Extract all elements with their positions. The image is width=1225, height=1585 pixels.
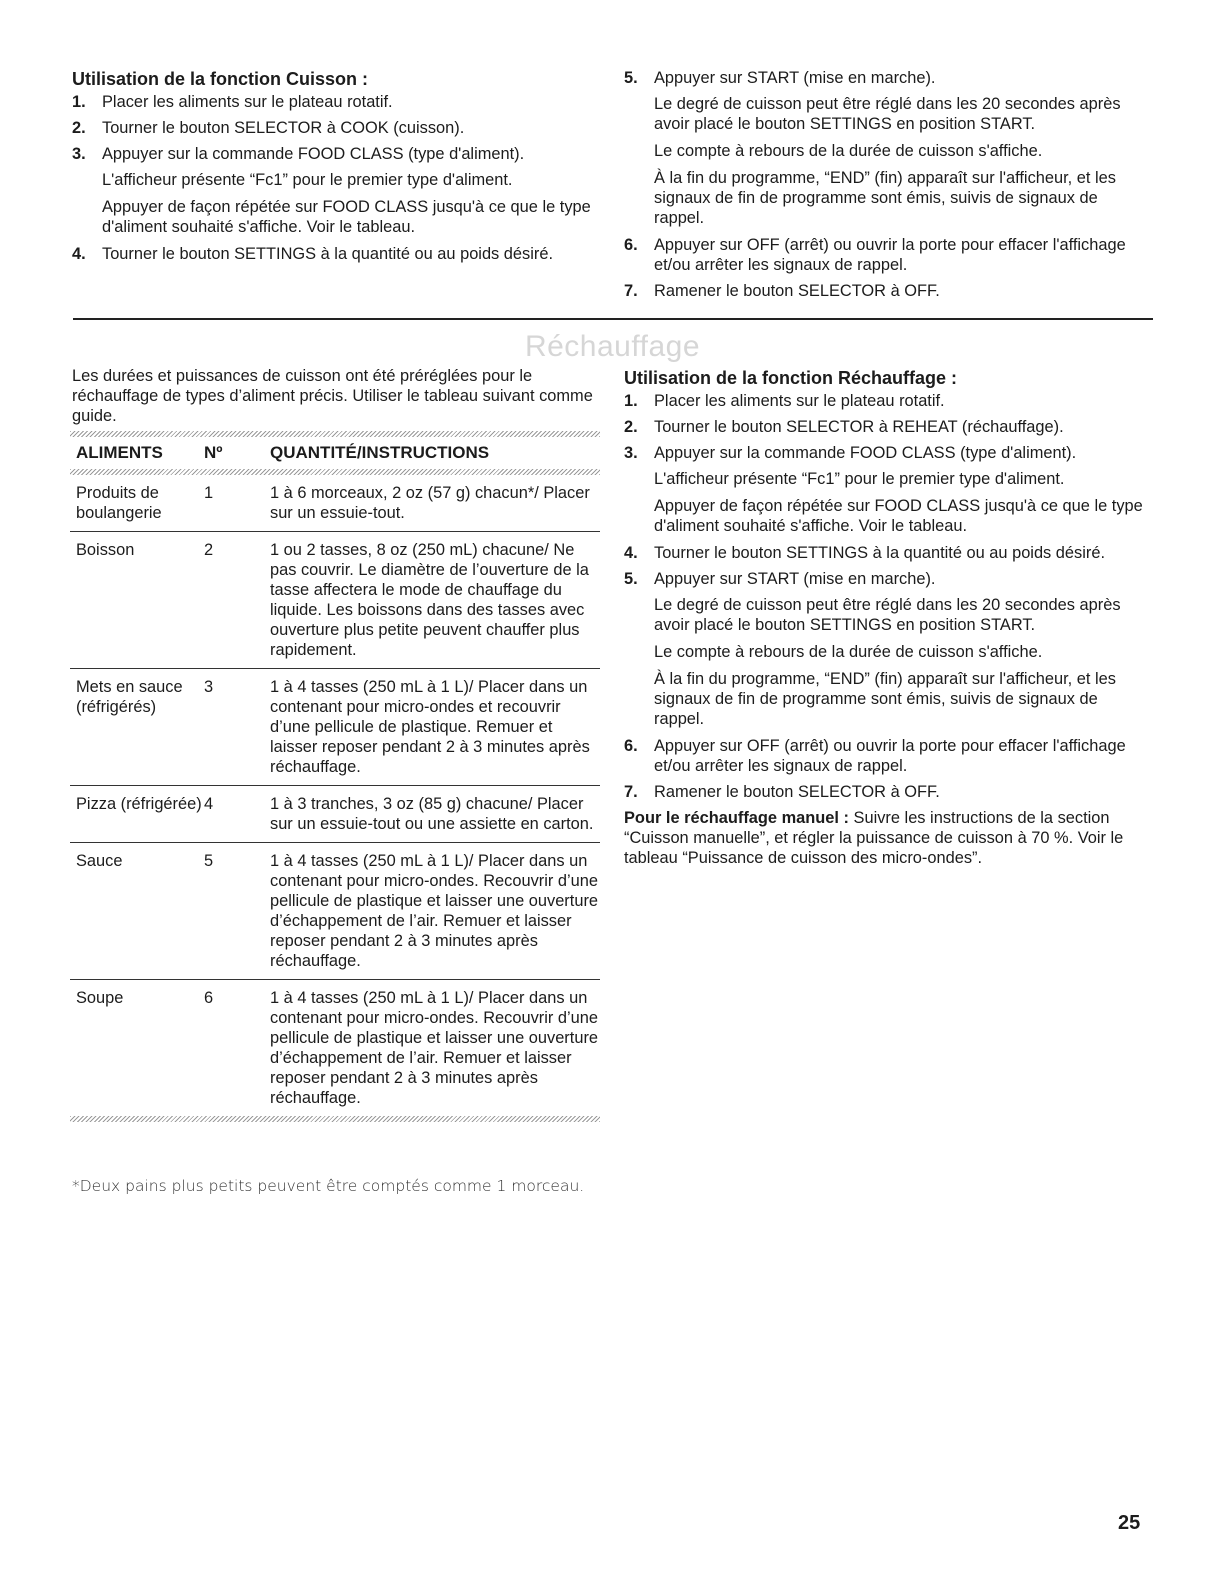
list-item <box>624 281 1144 301</box>
step-text: Tourner le bouton SELECTOR à REHEAT (réchauffage). <box>654 418 1064 436</box>
step-text: Placer les aliments sur le plateau rotatif. <box>102 93 393 111</box>
cell-instructions: 1 à 4 tasses (250 mL à 1 L)/ Placer dans un contenant pour micro-ondes. Recouvrir d’une pellicule de plastique et laisser une ouverture d’échappement de l’air. Remuer et laisser reposer pendant 2 à 3 minutes après réchauffage. <box>270 989 599 1107</box>
step-text: Appuyer sur la commande FOOD CLASS (type d'aliment). <box>654 444 1077 462</box>
step-number: 5. <box>624 570 638 588</box>
list-item <box>624 543 1144 563</box>
step-number: 5. <box>624 69 638 87</box>
table-bottom-border <box>70 1116 600 1122</box>
cook-section-left <box>72 68 602 270</box>
step-note: À la fin du programme, “END” (fin) apparaît sur l'afficheur, et les signaux de fin de programme sont émis, suivis de signaux de rappel. <box>654 670 1116 728</box>
list-item <box>624 782 1144 802</box>
step-text: Appuyer sur OFF (arrêt) ou ouvrir la porte pour effacer l'affichage et/ou arrêter les signaux de rappel. <box>654 737 1126 775</box>
step-number: 1. <box>72 93 86 111</box>
table-row <box>70 786 600 843</box>
list-item <box>624 443 1144 536</box>
header-food: ALIMENTS <box>76 443 163 462</box>
step-text: Ramener le bouton SELECTOR à OFF. <box>654 783 940 801</box>
reheat-steps <box>624 391 1144 802</box>
step-number: 3. <box>72 145 86 163</box>
cell-food: Produits de boulangerie <box>76 484 162 522</box>
cell-food: Sauce <box>76 852 123 870</box>
step-note: L'afficheur présente “Fc1” pour le premier type d'aliment. <box>654 470 1065 488</box>
step-note: Le compte à rebours de la durée de cuisson s'affiche. <box>654 643 1043 661</box>
list-item <box>624 736 1144 776</box>
reheat-heading: Utilisation de la fonction Réchauffage : <box>624 368 958 388</box>
cell-instructions: 1 à 4 tasses (250 mL à 1 L)/ Placer dans un contenant pour micro-ondes et recouvrir d’une pellicule de plastique. Remuer et laisser reposer pendant 2 à 3 minutes après réchauffage. <box>270 678 590 776</box>
step-text: Appuyer sur la commande FOOD CLASS (type d'aliment). <box>102 145 525 163</box>
cook-section-right <box>624 68 1144 307</box>
list-item <box>624 68 1144 228</box>
cook-steps-continued <box>624 68 1144 301</box>
step-note: L'afficheur présente “Fc1” pour le premier type d'aliment. <box>102 171 513 189</box>
cell-instructions: 1 ou 2 tasses, 8 oz (250 mL) chacune/ Ne pas couvrir. Le diamètre de l’ouverture de la tasse affectera le mode de chauffage du liquide. Les boissons dans des tasses avec ouverture plus petite peuvent chauffer plus rapidement. <box>270 541 589 659</box>
list-item <box>624 569 1144 729</box>
cell-instructions: 1 à 6 morceaux, 2 oz (57 g) chacun*/ Placer sur un essuie-tout. <box>270 484 590 522</box>
step-text: Appuyer sur START (mise en marche). <box>654 69 936 87</box>
cell-food: Mets en sauce (réfrigérés) <box>76 678 183 716</box>
manual-reheat-label: Pour le réchauffage manuel : <box>624 809 849 827</box>
list-item <box>72 118 602 138</box>
cell-number: 1 <box>204 484 214 502</box>
cell-instructions: 1 à 4 tasses (250 mL à 1 L)/ Placer dans un contenant pour micro-ondes. Recouvrir d’une pellicule de plastique et laisser une ouverture d’échappement de l’air. Remuer et laisser reposer pendant 2 à 3 minutes après réchauffage. <box>270 852 599 970</box>
list-item <box>72 144 602 237</box>
step-text: Tourner le bouton SETTINGS à la quantité ou au poids désiré. <box>654 544 1106 562</box>
cell-number: 6 <box>204 989 214 1007</box>
cell-number: 5 <box>204 852 214 870</box>
list-item <box>624 235 1144 275</box>
cell-food: Soupe <box>76 989 124 1007</box>
cell-food: Pizza (réfrigérée) <box>76 795 202 813</box>
step-text: Placer les aliments sur le plateau rotatif. <box>654 392 945 410</box>
step-number: 1. <box>624 392 638 410</box>
step-number: 2. <box>72 119 86 137</box>
cell-instructions: 1 à 3 tranches, 3 oz (85 g) chacune/ Placer sur un essuie-tout ou une assiette en carton. <box>270 795 594 833</box>
footnote: *Deux pains plus petits peuvent être comptés comme 1 morceau. <box>72 1177 585 1195</box>
list-item <box>624 391 1144 411</box>
section-divider <box>73 318 1153 320</box>
header-instructions: QUANTITÉ/INSTRUCTIONS <box>270 443 490 462</box>
header-number: Nº <box>204 443 223 462</box>
table-row <box>70 843 600 980</box>
table-row <box>70 532 600 669</box>
step-number: 7. <box>624 282 638 300</box>
step-text: Ramener le bouton SELECTOR à OFF. <box>654 282 940 300</box>
cook-steps <box>72 92 602 264</box>
table-row <box>70 475 600 532</box>
step-note: Le degré de cuisson peut être réglé dans les 20 secondes après avoir placé le bouton SETTINGS en position START. <box>654 596 1121 634</box>
step-text: Appuyer sur OFF (arrêt) ou ouvrir la porte pour effacer l'affichage et/ou arrêter les signaux de rappel. <box>654 236 1126 274</box>
step-note: À la fin du programme, “END” (fin) apparaît sur l'afficheur, et les signaux de fin de programme sont émis, suivis de signaux de rappel. <box>654 169 1116 227</box>
cell-food: Boisson <box>76 541 135 559</box>
list-item <box>72 92 602 112</box>
step-number: 7. <box>624 783 638 801</box>
table-row <box>70 669 600 786</box>
step-note: Appuyer de façon répétée sur FOOD CLASS jusqu'à ce que le type d'aliment souhaité s'affiche. Voir le tableau. <box>654 497 1143 535</box>
step-note: Le compte à rebours de la durée de cuisson s'affiche. <box>654 142 1043 160</box>
step-number: 4. <box>72 245 86 263</box>
step-text: Tourner le bouton SELECTOR à COOK (cuisson). <box>102 119 465 137</box>
step-number: 2. <box>624 418 638 436</box>
reheat-intro <box>72 366 597 426</box>
cell-number: 4 <box>204 795 214 813</box>
step-note: Appuyer de façon répétée sur FOOD CLASS jusqu'à ce que le type d'aliment souhaité s'affiche. Voir le tableau. <box>102 198 591 236</box>
reheat-table <box>70 431 600 1122</box>
manual-reheat-note <box>624 808 1144 868</box>
reheat-section <box>624 367 1144 868</box>
table-row <box>70 980 600 1116</box>
cell-number: 3 <box>204 678 214 696</box>
step-number: 6. <box>624 236 638 254</box>
list-item <box>624 417 1144 437</box>
step-text: Tourner le bouton SETTINGS à la quantité ou au poids désiré. <box>102 245 554 263</box>
table-header <box>70 437 600 469</box>
step-number: 3. <box>624 444 638 462</box>
cell-number: 2 <box>204 541 214 559</box>
step-number: 6. <box>624 737 638 755</box>
intro-text: Les durées et puissances de cuisson ont été préréglées pour le réchauffage de types d’aliment précis. Utiliser le tableau suivant comme guide. <box>72 367 593 425</box>
cook-heading: Utilisation de la fonction Cuisson : <box>72 69 369 89</box>
step-note: Le degré de cuisson peut être réglé dans les 20 secondes après avoir placé le bouton SETTINGS en position START. <box>654 95 1121 133</box>
step-text: Appuyer sur START (mise en marche). <box>654 570 936 588</box>
section-title: Réchauffage <box>524 330 701 363</box>
page-number: 25 <box>1118 1512 1141 1534</box>
list-item <box>72 244 602 264</box>
manual-reheat-text: Suivre les instructions de la section “Cuisson manuelle”, et régler la puissance de cuisson à 70 %. Voir le tableau “Puissance de cuisson des micro-ondes”. <box>624 809 1124 867</box>
step-number: 4. <box>624 544 638 562</box>
